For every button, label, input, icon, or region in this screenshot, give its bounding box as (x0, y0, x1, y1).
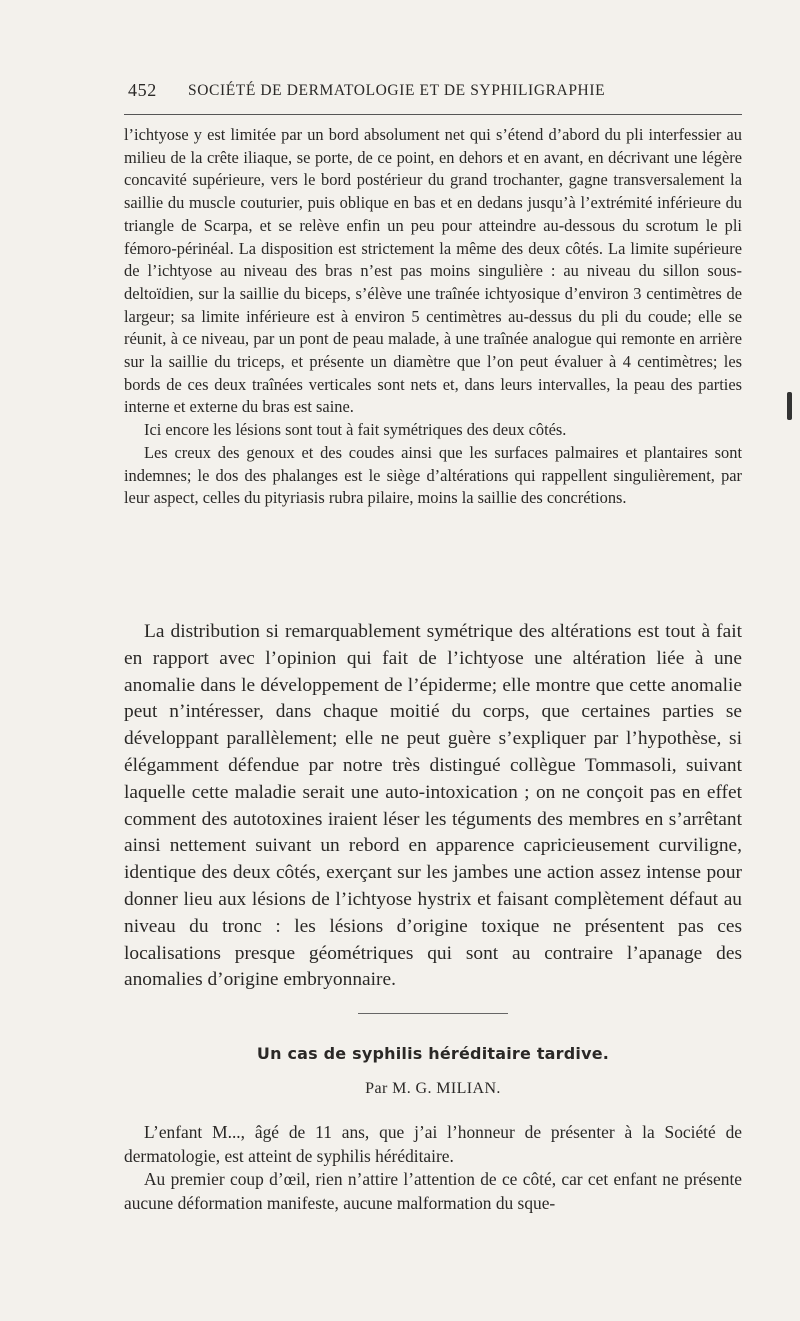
discussion-text (124, 619, 742, 994)
paragraph: Ici encore les lésions sont tout à fait symétriques des deux côtés. (144, 420, 567, 440)
article-body (124, 1121, 742, 1215)
byline-author: MILIAN. (436, 1080, 501, 1097)
running-head (124, 76, 742, 104)
header-rule (124, 114, 742, 115)
section-separator (358, 1013, 508, 1014)
paragraph: La distribution si remarquablement symétrique des altérations est tout à fait en rapport avec l’opinion qui fait de l’ichtyose une altération liée à une anomalie dans le développement de l’épiderme; elle montre que cette anomalie peut n’intéresser, dans chaque moitié du corps, que certaines parties se développant parallèlement; elle ne peut guère s’expliquer par l’hypothèse, si élégamment défendue par notre très distingué collègue Tommasoli, suivant laquelle cette maladie serait une auto-intoxication ; on ne conçoit pas en effet comment des autotoxines iraient léser les téguments des membres en s’arrêtant ainsi nettement suivant un rebord en apparence capricieusement curviligne, identique des deux côtés, exerçant sur les jambes une action assez intense pour donner lieu aux lésions de l’ichtyose hystrix et faisant complètement défaut au niveau du tronc : les lésions d’origine toxique ne présentent pas ces localisations presque géométriques qui sont au contraire l’apanage des anomalies d’origine embryonnaire. (124, 621, 742, 991)
running-title: SOCIÉTÉ DE DERMATOLOGIE ET DE SYPHILIGRAPHIE (188, 82, 606, 99)
page-number: 452 (128, 80, 157, 100)
article-title: Un cas de syphilis héréditaire tardive. (256, 1044, 610, 1063)
paragraph: l’ichtyose y est limitée par un bord absolument net qui s’étend d’abord du pli interfessier au milieu de la crête iliaque, se porte, de ce point, en dehors et en avant, en décrivant une légère concavité supérieure, vers le bord postérieur du grand trochanter, gagne transversalement la saillie du muscle couturier, puis oblique en bas et en dedans jusqu’à l’extrémité inférieure du triangle de Scarpa, et se relève enfin un peu pour atteindre au-dessous du scrotum le pli fémoro-périnéal. La disposition est strictement la même des deux côtés. La limite supérieure de l’ichtyose au niveau des bras n’est pas moins singulière : au niveau du sillon sous-deltoïdien, sur la saillie du biceps, s’élève une traînée ichtyosique d’environ 3 centimètres de largeur; sa limite inférieure est à environ 5 centimètres au-dessus du pli du coude; elle se réunit, à ce niveau, par un pont de peau malade, à une traînée analogue qui remonte en arrière sur la saillie du triceps, et présente un diamètre que l’on peut évaluer à 4 centimètres; les bords de ces deux traînées verticales sont nets et, dans leurs intervalles, la peau des parties interne et externe du bras est saine. (124, 125, 742, 417)
paragraph: Les creux des genoux et des coudes ainsi que les surfaces palmaires et plantaires sont indemnes; le dos des phalanges est le siège d’altérations qui rappellent singulièrement, par leur aspect, celles du pityriasis rubra pilaire, moins la saillie des concrétions. (124, 442, 742, 508)
ichtyose-description (124, 124, 742, 510)
byline-prefix: Par M. G. (365, 1080, 432, 1097)
paragraph: Au premier coup d’œil, rien n’attire l’attention de ce côté, car cet enfant ne présente aucune déformation manifeste, aucune malformation du sque- (124, 1169, 742, 1213)
margin-ink-mark (787, 392, 792, 420)
article-byline (124, 1080, 742, 1098)
paragraph: L’enfant M..., âgé de 11 ans, que j’ai l’honneur de présenter à la Société de dermatologie, est atteint de syphilis héréditaire. (124, 1122, 742, 1166)
